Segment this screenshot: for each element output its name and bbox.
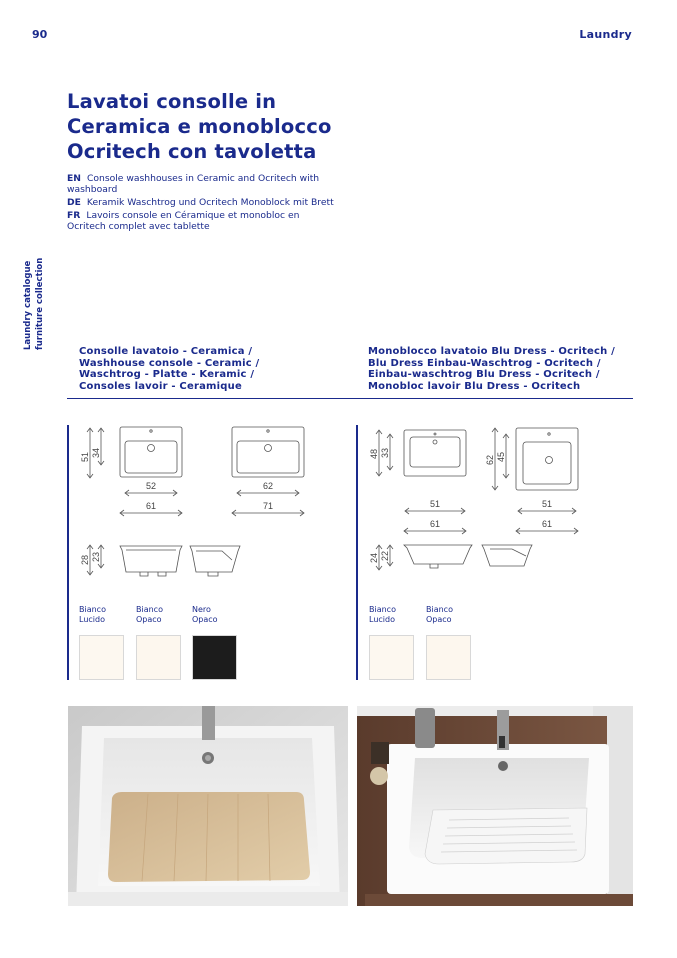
dim-right-h4: 45	[496, 451, 506, 463]
dim-left-wa-inner: 52	[145, 481, 157, 491]
left-technical-drawings	[72, 420, 352, 585]
page-title	[67, 89, 332, 164]
finish-swatch	[369, 635, 414, 680]
finish-label: Bianco Opaco	[136, 605, 163, 624]
left-column-bar	[67, 425, 69, 680]
page-number: 90	[32, 28, 48, 41]
side-label-line2: furniture collection	[35, 257, 45, 350]
side-label-line1: Laundry catalogue	[23, 260, 33, 350]
finish-swatch	[136, 635, 181, 680]
right-column-bar	[356, 425, 358, 680]
dim-right-wb-inner: 51	[541, 499, 553, 509]
dim-right-sh2: 22	[380, 550, 390, 562]
dim-right-wb-outer: 61	[541, 519, 553, 529]
dim-left-sh2: 23	[91, 551, 101, 563]
dim-left-sh1: 28	[80, 554, 90, 566]
right-column-heading: Monoblocco lavatoio Blu Dress - Ocritech / Blu Dress Einbau-Waschtrog - Ocritech / Einbau-waschtrog Blu Dress - Ocritech / Monobloc lavoir Blu Dress - Ocritech	[368, 346, 615, 392]
dim-left-wa-outer: 61	[145, 501, 157, 511]
dim-right-h1: 48	[369, 448, 379, 460]
finish-label: Bianco Opaco	[426, 605, 453, 624]
title-line-1: Lavatoi consolle in	[67, 90, 277, 113]
dim-right-wa-outer: 61	[429, 519, 441, 529]
lang-de: DE Keramik Waschtrog und Ocritech Monoblock mit Brett	[67, 197, 334, 208]
title-line-2: Ceramica e monoblocco	[67, 115, 332, 138]
lang-en: EN Console washhouses in Ceramic and Ocritech with washboard	[67, 173, 320, 195]
dim-left-wb-outer: 71	[262, 501, 274, 511]
finish-label: Bianco Lucido	[79, 605, 106, 624]
dim-right-h3: 62	[485, 454, 495, 466]
dim-right-sh1: 24	[369, 552, 379, 564]
finish-label: Bianco Lucido	[369, 605, 396, 624]
section-title: Laundry	[579, 28, 632, 41]
side-label	[23, 250, 49, 350]
dim-right-wa-inner: 51	[429, 499, 441, 509]
right-technical-drawings	[362, 420, 632, 585]
title-line-3: Ocritech con tavoletta	[67, 140, 317, 163]
finish-swatch	[426, 635, 471, 680]
finish-label: Nero Opaco	[192, 605, 218, 624]
photo-ocritech-sink	[357, 706, 633, 906]
finish-swatch	[79, 635, 124, 680]
dim-left-wb-inner: 62	[262, 481, 274, 491]
dim-left-h2: 34	[91, 447, 101, 459]
dim-left-h1: 51	[80, 451, 90, 463]
photo-ceramic-sink	[68, 706, 348, 906]
finish-swatch	[192, 635, 237, 680]
lang-fr: FR Lavoirs console en Céramique et monobloc en Ocritech complet avec tablette	[67, 210, 300, 232]
left-column-heading: Consolle lavatoio - Ceramica / Washhouse console - Ceramic / Waschtrog - Platte - Keramic / Consoles lavoir - Ceramique	[79, 346, 260, 392]
divider-rule	[67, 398, 633, 399]
dim-right-h2: 33	[380, 447, 390, 459]
language-descriptions	[67, 173, 337, 234]
